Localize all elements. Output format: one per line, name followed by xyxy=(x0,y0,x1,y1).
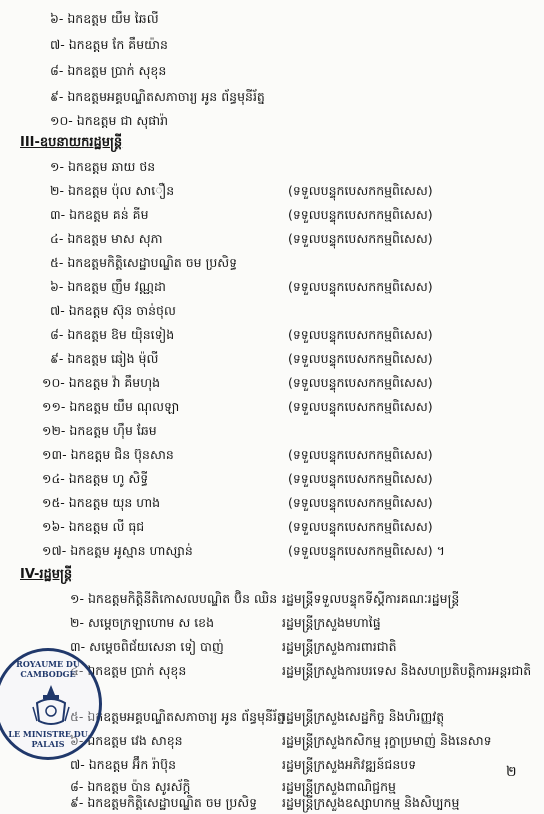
list-item: ៦- ឯកឧត្តម វេង សាខុន xyxy=(70,733,183,748)
list-item: ១- ឯកឧត្តមកិត្តិនីតិកោសលបណ្ឌិត ប៊ិន ឈិន xyxy=(70,591,278,606)
item-note: (ទទួលបន្ទុកបេសកកម្មពិសេស) xyxy=(288,231,433,246)
list-item: ១៦- ឯកឧត្តម លី ធុជ xyxy=(42,519,145,534)
list-item: ៩- ឯកឧត្តមអគ្គបណ្ឌិតសភាចារ្យ អូន ព័ន្ធមុនីរ័ត្ន xyxy=(50,89,265,104)
item-note: (ទទួលបន្ទុកបេសកកម្មពិសេស) xyxy=(288,327,433,342)
list-item: ៣- សម្តេចពិជ័យសេនា ទៀ បាញ់ xyxy=(70,639,224,654)
item-note: (ទទួលបន្ទុកបេសកកម្មពិសេស) xyxy=(288,279,433,294)
list-item: ២- ឯកឧត្តម ប៉ុល សាឿន xyxy=(50,183,175,198)
list-item: ១២- ឯកឧត្តម ហ៊ឹម ឆែម xyxy=(42,423,157,438)
item-role: រដ្ឋមន្ត្រីក្រសួងសេដ្ឋកិច្ច និងហិរញ្ញវត្ថុ xyxy=(282,709,445,724)
item-role: រដ្ឋមន្ត្រីក្រសួងមហាផ្ទៃ xyxy=(282,615,381,630)
list-item: ៥- ឯកឧត្តមកិត្តិសេដ្ឋាបណ្ឌិត ចម ប្រសិទ្ធ xyxy=(50,255,238,270)
list-item: ៦- ឯកឧត្តម ញឹម វណ្ណដា xyxy=(50,279,166,294)
list-item: ១៤- ឯកឧត្តម ហូ សិទ្ធី xyxy=(42,471,149,486)
list-item: ៨- ឯកឧត្តម ប្រាក់ សុខុន xyxy=(50,63,167,78)
item-note: (ទទួលបន្ទុកបេសកកម្មពិសេស) xyxy=(288,183,433,198)
item-role: រដ្ឋមន្ត្រីក្រសួងការពារជាតិ xyxy=(282,639,397,654)
item-role: រដ្ឋមន្ត្រីក្រសួងកសិកម្ម រុក្ខាប្រមាញ់ និងនេសាទ xyxy=(282,733,492,748)
item-role: រដ្ឋមន្ត្រីក្រសួងអភិវឌ្ឍន៍ជនបទ xyxy=(282,757,417,772)
seal-top-text: ROYAUME DU CAMBODGE xyxy=(16,659,80,679)
list-item: ៩- ឯកឧត្តមកិត្តិសេដ្ឋាបណ្ឌិត ចម ប្រសិទ្ធ xyxy=(70,795,258,810)
list-item: ៣- ឯកឧត្តម គន់ គីម xyxy=(50,207,149,222)
list-item: ១៣- ឯកឧត្តម ជិន ប៊ុនសាន xyxy=(42,447,174,462)
item-role: រដ្ឋមន្ត្រីទទួលបន្ទុកទីស្តីការគណៈរដ្ឋមន្ត្រី xyxy=(282,591,460,606)
list-item: ៨- ឯកឧត្តម ឱម យ៉ិនទៀង xyxy=(50,327,175,342)
item-note: (ទទួលបន្ទុកបេសកកម្មពិសេស) xyxy=(288,375,433,390)
list-item: ៩- ឯកឧត្តម ឆៀង ម៉ុលី xyxy=(50,351,159,366)
list-item: ១០- ឯកឧត្តម ជា សុផារ៉ា xyxy=(50,113,169,128)
list-item: ៦- ឯកឧត្តម យឹម ឆៃលី xyxy=(50,11,159,26)
item-note: (ទទួលបន្ទុកបេសកកម្មពិសេស) xyxy=(288,207,433,222)
list-item: ២- សម្តេចក្រឡាហោម ស ខេង xyxy=(70,615,215,630)
list-item: ១- ឯកឧត្តម ឆាយ ថន xyxy=(50,159,156,174)
item-note: (ទទួលបន្ទុកបេសកកម្មពិសេស) ។ xyxy=(288,543,445,558)
list-item: ៤- ឯកឧត្តម ប្រាក់ សុខុន xyxy=(70,663,187,678)
item-note: (ទទួលបន្ទុកបេសកកម្មពិសេស) xyxy=(288,495,433,510)
seal-bottom-text: LE MINISTRE DU PALAIS xyxy=(8,729,88,749)
section-heading-ministers: IV-រដ្ឋមន្ត្រី xyxy=(20,567,73,582)
section-heading-deputy-pm: III-ឧបនាយករដ្ឋមន្ត្រី xyxy=(20,135,123,150)
item-note: (ទទួលបន្ទុកបេសកកម្មពិសេស) xyxy=(288,471,433,486)
list-item: ៥- ឯកឧត្តមអគ្គបណ្ឌិតសភាចារ្យ អូន ព័ន្ធមុនីរ័ត្ន xyxy=(70,709,285,724)
item-role: រដ្ឋមន្ត្រីក្រសួងការបរទេស និងសហប្រតិបត្តិការអន្តរជាតិ xyxy=(282,663,532,678)
list-item: ៧- ឯកឧត្តម កែ គឹមយ៉ាន xyxy=(50,37,168,52)
list-item: ១០- ឯកឧត្តម វ៉ា គឹមហុង xyxy=(42,375,161,390)
list-item: ១១- ឯកឧត្តម យឹម ណុលឡា xyxy=(42,399,180,414)
item-note: (ទទួលបន្ទុកបេសកកម្មពិសេស) xyxy=(288,447,433,462)
official-seal xyxy=(0,648,102,760)
list-item: ៧- ឯកឧត្តម ស៊ុន ចាន់ថុល xyxy=(50,303,176,318)
crest-icon xyxy=(31,681,71,731)
list-item: ៧- ឯកឧត្តម អ៊ឹក រ៉ាប៊ុន xyxy=(70,757,177,772)
item-role: រដ្ឋមន្ត្រីក្រសួងឧស្សាហកម្ម និងសិប្បកម្ម xyxy=(282,795,460,810)
list-item: ១៧- ឯកឧត្តម អូស្មាន ហាស្សាន់ xyxy=(42,543,193,558)
item-note: (ទទួលបន្ទុកបេសកកម្មពិសេស) xyxy=(288,399,433,414)
item-role: រដ្ឋមន្ត្រីក្រសួងពាណិជ្ជកម្ម xyxy=(282,779,396,794)
item-note: (ទទួលបន្ទុកបេសកកម្មពិសេស) xyxy=(288,519,433,534)
list-item: ៨- ឯកឧត្តម ប៉ាន សូរស័ក្តិ xyxy=(70,779,191,794)
list-item: ១៥- ឯកឧត្តម យុន ហាង xyxy=(42,495,161,510)
item-note: (ទទួលបន្ទុកបេសកកម្មពិសេស) xyxy=(288,351,433,366)
list-item: ៤- ឯកឧត្តម មាស សុភា xyxy=(50,231,163,246)
page-number: ២ xyxy=(506,764,517,780)
